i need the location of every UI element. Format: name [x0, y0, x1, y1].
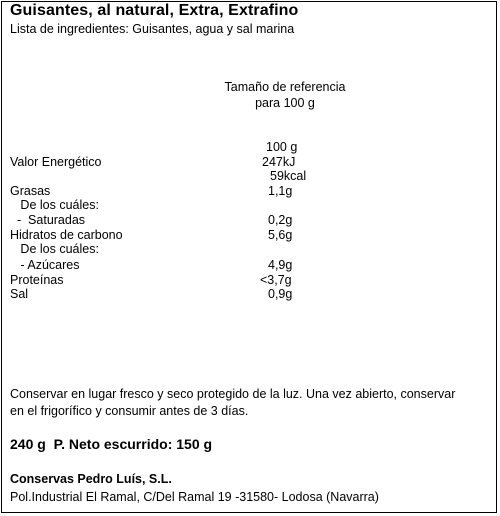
- storage-line2: en el frigorífico y consumir antes de 3 días.: [10, 404, 249, 418]
- row-carbs-value: 5,6g: [268, 228, 293, 242]
- row-sugars-value: 4,9g: [268, 258, 293, 272]
- product-title: Guisantes, al natural, Extra, Extrafino: [10, 2, 299, 19]
- row-protein-label: Proteínas: [10, 273, 64, 287]
- row-protein-value: <3,7g: [260, 273, 292, 287]
- company-address: Pol.Industrial El Ramal, C/Del Ramal 19 -31580- Lodosa (Navarra): [10, 490, 379, 504]
- reference-size-line1: Tamaño de referencia: [224, 80, 346, 94]
- row-energy-kj: 247kJ: [262, 155, 296, 169]
- row-energy-label: Valor Energético: [10, 155, 102, 169]
- row-fat-sub-label: De los cuáles:: [10, 198, 99, 212]
- row-fat-value: 1,1g: [268, 184, 293, 198]
- column-header-100g: 100 g: [266, 140, 298, 154]
- row-carbs-sub-label: De los cuáles:: [10, 242, 99, 256]
- row-saturated-label: - Saturadas: [10, 213, 86, 227]
- storage-line1: Conservar en lugar fresco y seco protegido de la luz. Una vez abierto, conservar: [10, 387, 456, 401]
- row-energy-kcal: 59kcal: [270, 169, 307, 183]
- net-weight: 240 g P. Neto escurrido: 150 g: [10, 436, 213, 452]
- row-salt-label: Sal: [10, 287, 29, 301]
- row-sugars-label: - Azúcares: [10, 258, 80, 272]
- row-carbs-label: Hidratos de carbono: [10, 228, 123, 242]
- row-salt-value: 0,9g: [268, 287, 293, 301]
- reference-size-line2: para 100 g: [255, 96, 315, 110]
- row-saturated-value: 0,2g: [268, 213, 293, 227]
- row-fat-label: Grasas: [10, 184, 51, 198]
- ingredients-list: Lista de ingredientes: Guisantes, agua y sal marina: [10, 22, 295, 36]
- company-name: Conservas Pedro Luís, S.L.: [10, 472, 172, 486]
